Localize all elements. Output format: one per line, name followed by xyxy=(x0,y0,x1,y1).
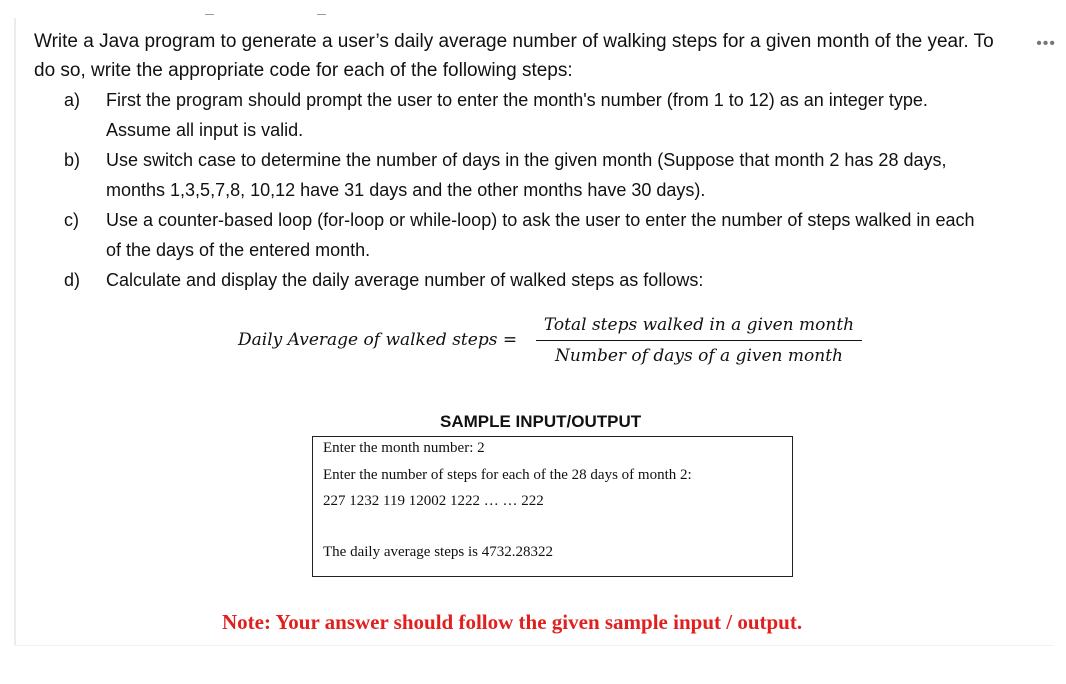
step-text-line: Use switch case to determine the number of days in the given month (Suppose that month 2 has 28 days, xyxy=(106,150,947,170)
step-text-line: of the days of the entered month. xyxy=(106,240,371,260)
step-marker: a) xyxy=(64,90,81,110)
formula-denominator: Number of days of a given month xyxy=(555,346,843,366)
scan-tick-marks xyxy=(0,14,1066,20)
step-b xyxy=(64,145,1066,205)
intro-line-1: Write a Java program to generate a user’s daily average number of walking steps for a given month of the year. To xyxy=(34,31,994,52)
note-text: Note: Your answer should follow the given sample input / output. xyxy=(222,610,803,634)
formula-numerator: Total steps walked in a given month xyxy=(543,315,855,335)
step-marker: d) xyxy=(64,270,81,290)
step-text-line: First the program should prompt the user to enter the month's number (from 1 to 12) as an integer type. xyxy=(106,90,928,110)
more-options-icon[interactable]: ••• xyxy=(1036,35,1056,52)
step-c xyxy=(64,205,1066,265)
sample-line: The daily average steps is 4732.28322 xyxy=(323,544,553,560)
intro-line-2: do so, write the appropriate code for each of the following steps: xyxy=(34,60,573,81)
sample-line: 227 1232 119 12002 1222 … … 222 xyxy=(323,493,544,509)
page-edge xyxy=(14,18,16,646)
formula-lhs: Daily Average of walked steps = xyxy=(238,330,518,350)
step-text-line: months 1,3,5,7,8, 10,12 have 31 days and the other months have 30 days). xyxy=(106,180,706,200)
step-text-line: Assume all input is valid. xyxy=(106,120,304,140)
sample-io-box xyxy=(312,436,793,577)
step-marker: b) xyxy=(64,150,81,170)
page-bottom-edge xyxy=(14,645,1054,646)
average-formula xyxy=(238,311,878,373)
step-text-line: Calculate and display the daily average number of walked steps as follows: xyxy=(106,270,704,290)
step-a xyxy=(64,85,1066,145)
step-d xyxy=(64,265,1066,295)
step-text-line: Use a counter-based loop (for-loop or while-loop) to ask the user to enter the number of steps walked in each xyxy=(106,210,975,230)
step-marker: c) xyxy=(64,210,79,230)
sample-title: SAMPLE INPUT/OUTPUT xyxy=(440,412,642,431)
scan-tick xyxy=(317,14,326,15)
sample-line: Enter the number of steps for each of the 28 days of month 2: xyxy=(323,467,692,483)
formula-fraction xyxy=(536,311,862,369)
sample-line: Enter the month number: 2 xyxy=(323,440,485,456)
fraction-bar xyxy=(536,340,862,341)
scan-tick xyxy=(205,14,214,15)
question-intro xyxy=(34,27,1034,85)
